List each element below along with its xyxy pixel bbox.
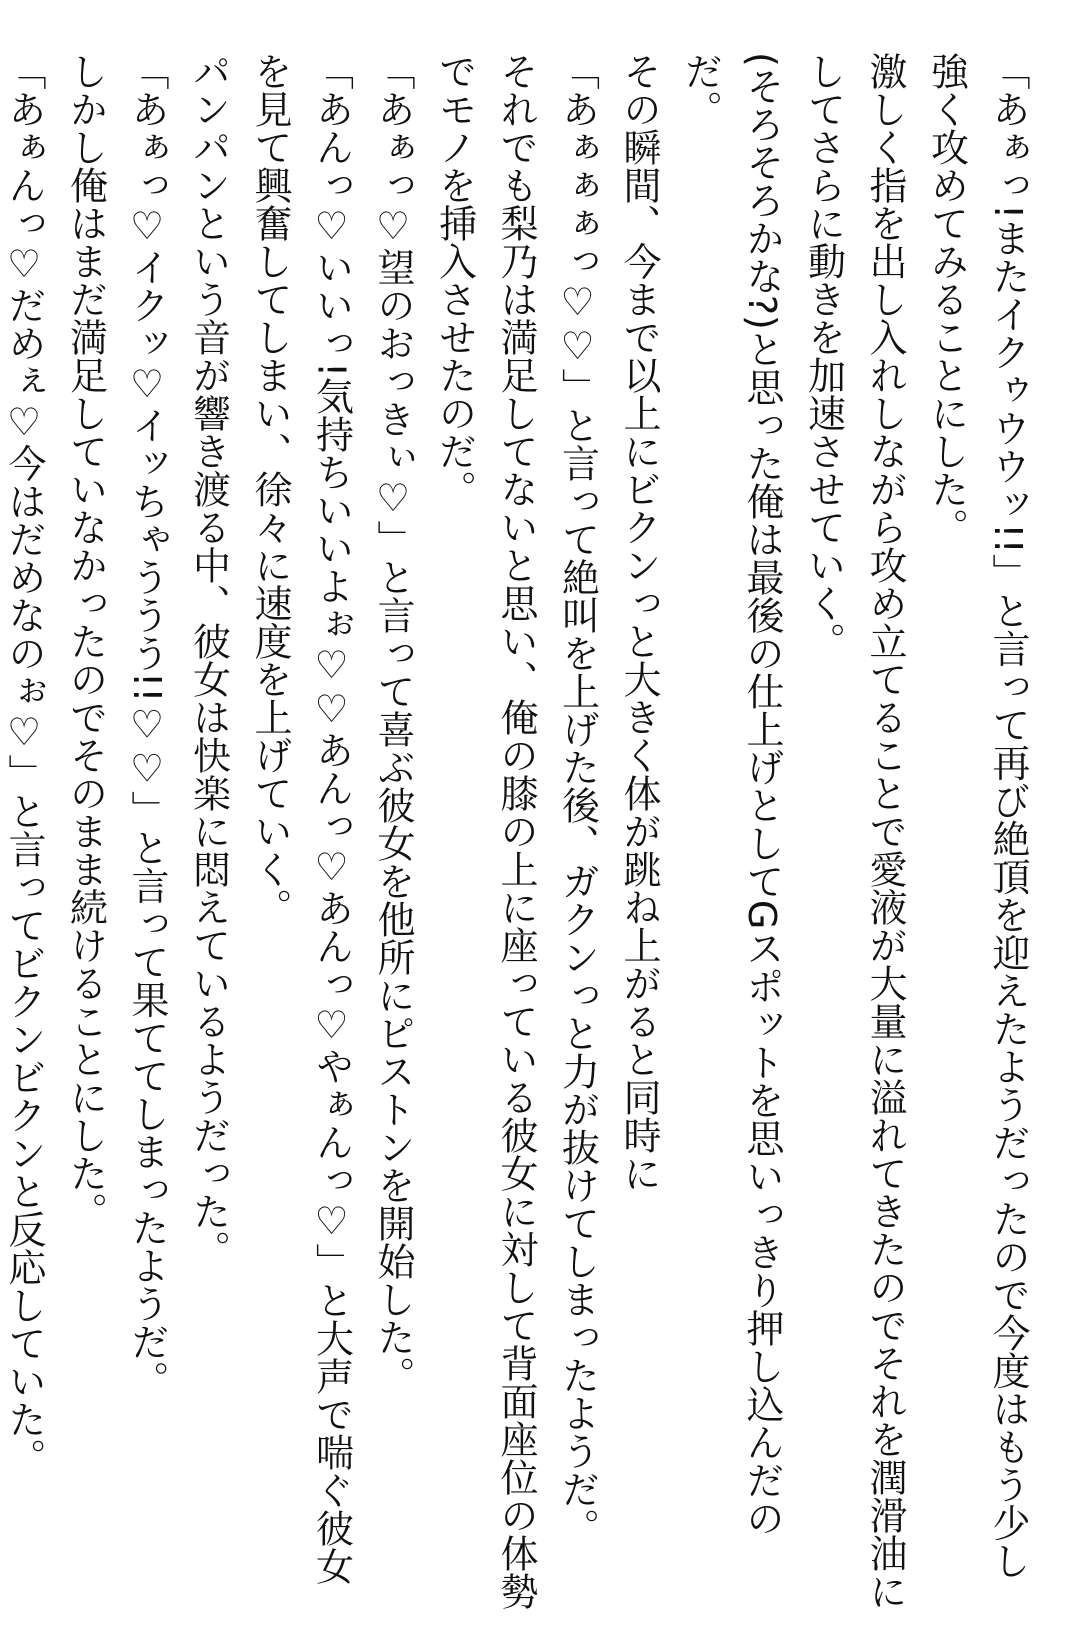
paragraph-4: その瞬間、今まで以上にビクンっと大きく体が跳ね上がると同時に — [617, 52, 661, 1192]
paragraph-10: 「あぁっ♡イクッ♡イッちゃううう!!♡♡」と言って果ててしまったようだ。 — [125, 52, 169, 1399]
paragraph-3: (そろそろかな?)と思った俺は最後の仕上げとしてGスポットを思いっきり押し込んだのだ。 — [678, 52, 784, 1538]
paragraph-1: 「あぁっ!またイクゥウウッ!!」と言って再び絶頂を迎えたようだったので今度はもう少し強く攻めてみることにした。 — [924, 52, 1030, 1580]
paragraph-8: 「あんっ♡いいっ!気持ちいいよぉ♡♡あんっ♡あんっ♡やぁんっ♡」と大声で喘ぐ彼女を見て興奮してしまい、徐々に速度を上げていく。 — [248, 52, 354, 1586]
paragraph-2: 激しく指を出し入れしながら攻め立てることで愛液が大量に溢れてきたのでそれを潤滑油にしてさらに動きを加速させていく。 — [801, 52, 907, 1610]
paragraph-11: しかし俺はまだ満足していなかったのでそのまま続けることにした。 — [63, 52, 108, 1230]
vertical-text-body — [0, 52, 1038, 1612]
paragraph-5: 「あぁぁぁっ♡♡」と言って絶叫を上げた後、ガクンっと力が抜けてしまったようだ。 — [555, 52, 600, 1546]
paragraph-12: 「あぁんっ♡だめぇ♡今はだめなのぉ♡」と言ってビクンビクンと反応していた。 — [2, 52, 46, 1476]
paragraph-9: パンパンという音が響き渡る中、彼女は快楽に悶えているようだった。 — [186, 52, 231, 1268]
paragraph-6: それでも梨乃は満足してないと思い、俺の膝の上に座っている彼女に対して背面座位の体勢でモノを挿入させたのだ。 — [432, 52, 538, 1610]
paragraph-7: 「あぁっ♡望のおっきぃ♡」と言って喜ぶ彼女を他所にピストンを開始した。 — [371, 52, 415, 1394]
